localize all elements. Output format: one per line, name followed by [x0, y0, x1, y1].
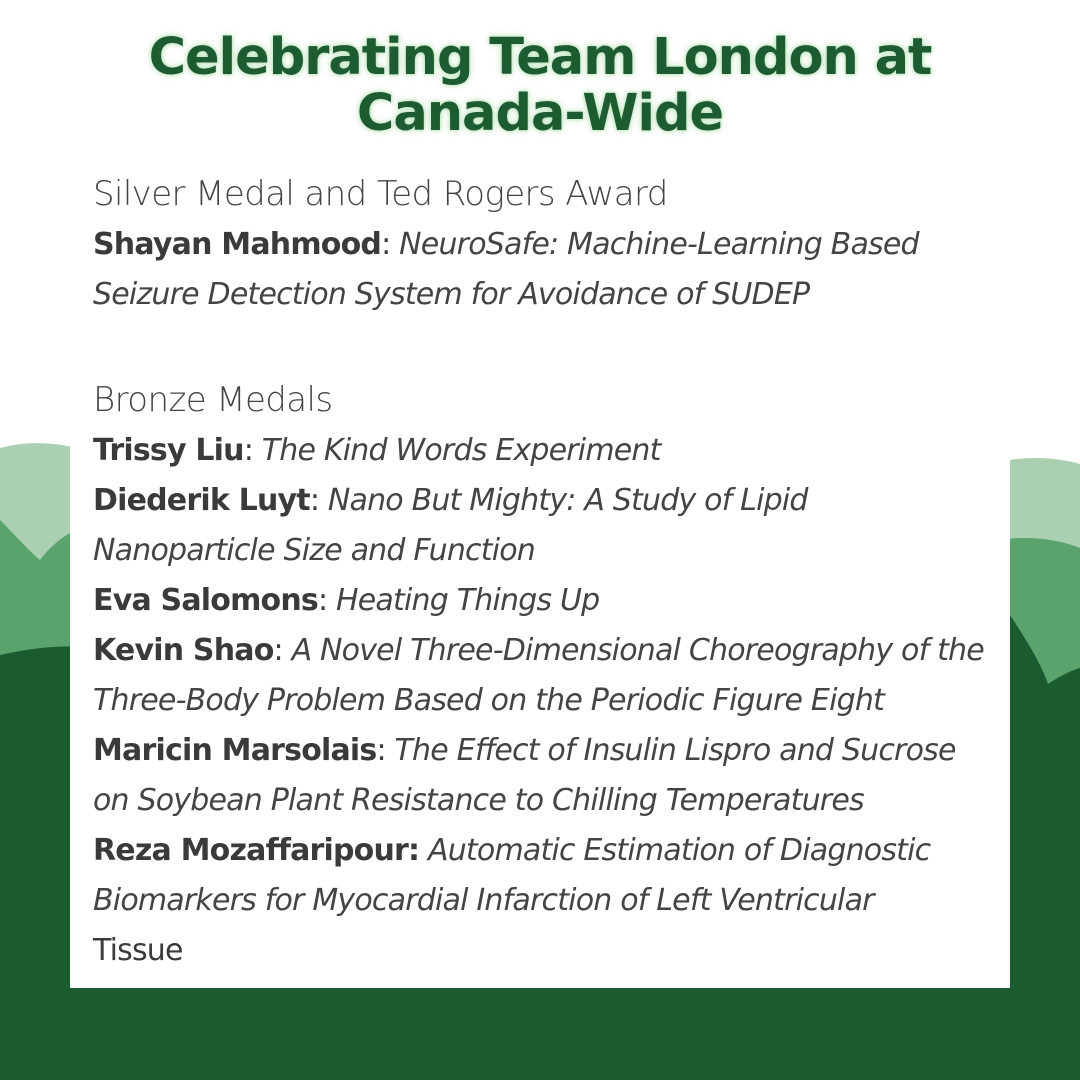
awards-content: [93, 168, 993, 976]
separator: :: [273, 633, 292, 668]
silver-heading: Silver Medal and Ted Rogers Award: [93, 174, 668, 214]
project-title: NeuroSafe: Machine-Learning Based Seizure Detection System for Avoidance of SUDEP: [93, 227, 919, 312]
winner-name: Reza Mozaffaripour:: [93, 833, 420, 868]
separator: :: [376, 733, 395, 768]
winner-name: Maricin Marsolais: [93, 733, 377, 768]
project-title: The Kind Words Experiment: [261, 433, 661, 468]
project-title-tail: Tissue: [93, 933, 183, 968]
winner-name: Shayan Mahmood: [93, 227, 382, 262]
separator: :: [243, 433, 262, 468]
winner-name: Diederik Luyt: [93, 483, 310, 518]
bronze-heading: Bronze Medals: [93, 380, 333, 420]
separator: [419, 833, 428, 868]
project-title: Nano But Mighty: A Study of Lipid Nanoparticle Size and Function: [93, 483, 808, 568]
section-spacer: [93, 320, 993, 374]
project-title: Automatic Estimation of Diagnostic Biomarkers for Myocardial Infarction of Left Ventricular: [93, 833, 931, 918]
bronze-entry: [93, 426, 993, 476]
bronze-entry: [93, 576, 993, 626]
bronze-entry: [93, 726, 993, 826]
bronze-entry: [93, 626, 993, 726]
winner-name: Trissy Liu: [93, 433, 244, 468]
dark-ground: [0, 975, 1080, 1080]
bronze-entry: [93, 476, 993, 576]
title-line-2: Canada-Wide: [356, 84, 724, 143]
silver-entry: [93, 220, 993, 320]
separator: :: [309, 483, 328, 518]
page-title: [0, 30, 1080, 142]
project-title: A Novel Three-Dimensional Choreography of the Three-Body Problem Based on the Periodic Figure Eight: [93, 633, 984, 718]
winner-name: Kevin Shao: [93, 633, 274, 668]
winner-name: Eva Salomons: [93, 583, 318, 618]
separator: :: [381, 227, 400, 262]
bronze-entry: [93, 826, 993, 976]
project-title: Heating Things Up: [336, 583, 600, 618]
separator: :: [317, 583, 337, 618]
project-title: The Effect of Insulin Lispro and Sucrose on Soybean Plant Resistance to Chilling Temperatures: [93, 733, 956, 818]
title-line-1: Celebrating Team London at: [148, 28, 932, 87]
